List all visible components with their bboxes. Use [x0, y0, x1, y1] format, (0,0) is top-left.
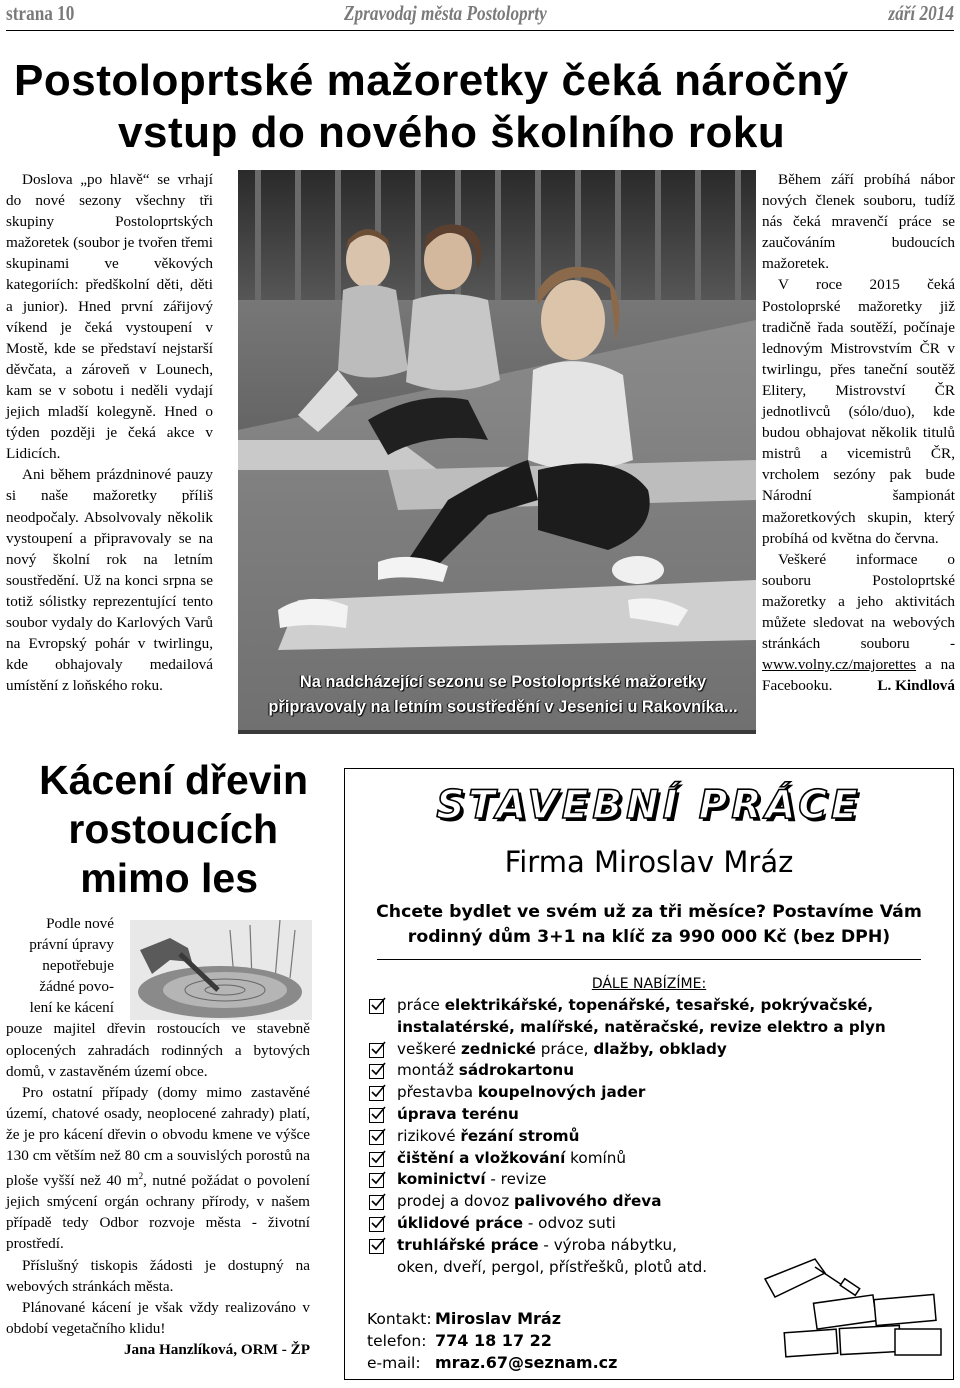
article1-paragraph: Doslova „po hlavě“ se vrhají do nové sezony všechny tři skupiny Postoloprtských mažoretek (soubor je tvořen třemi skupinami ve věkových kategoriích: předškolní děti, děti a junior). Hned první zářijový víkend je čeká vystoupení v Mostě, kde se představí nejstarší děvčata, a zároveň v Lounech, kam se v sobotu i neděli vydají jejich mladší kolegyně. Hned o týden později je čeká akce v Lidicích.: [6, 171, 213, 463]
page-header: [6, 0, 954, 31]
service-text: - revize: [485, 1170, 547, 1189]
photo-caption: [260, 670, 746, 720]
service-text: instalatérské, malířské, natěračské, revize elektro a plyn: [397, 1017, 886, 1036]
checkbox-checked-icon: [369, 1217, 384, 1232]
service-text: rizikové: [397, 1126, 461, 1145]
service-text: úprava terénu: [397, 1104, 519, 1123]
service-text: sádrokartonu: [458, 1061, 575, 1080]
phone-number[interactable]: 774 18 17 22: [435, 1331, 552, 1350]
paragraph-text: pouze majitel dřevin rostoucích ve stavebně oplocených zahradách rodinných a bytových domů, v zastavěném území obce.: [6, 1020, 310, 1080]
article2-paragraph: Plánované kácení je však vždy realizováno v období vegetačního klidu!: [6, 1298, 310, 1337]
wrap-line: právní úpravy: [29, 936, 114, 954]
service-text: dlažby, obklady: [593, 1039, 727, 1058]
service-text: veškeré: [397, 1039, 461, 1058]
photo-caption-line2: připravovaly na letním soustředění v Jesenici u Rakovníka...: [268, 698, 738, 716]
email-address[interactable]: mraz.67@seznam.cz: [435, 1353, 618, 1372]
service-text: práce: [397, 996, 445, 1014]
paragraph-text: Pro ostatní případy (domy mimo zastavěné území, chatové osady, neoplocené zahrady) platí, že je pro kácení dřevin o obvodu kmene ve výšce 130 cm větším než 80 cm a souvislých porostů na ploše vyšší než 40 m: [6, 1083, 310, 1190]
ad-more-heading: DÁLE NABÍZÍME:: [591, 976, 707, 992]
checkbox-checked-icon: [369, 999, 384, 1014]
service-text: montáž: [397, 1061, 459, 1080]
service-text: čištění a vložkování: [397, 1148, 566, 1167]
article2-paragraph: Příslušný tiskopis žádosti je dostupný na webových stránkách města.: [6, 1256, 310, 1295]
article2-signature: Jana Hanzlíková, ORM - ŽP: [123, 1340, 310, 1358]
service-text: - odvoz suti: [523, 1213, 616, 1232]
ad-service-item: [369, 1104, 886, 1126]
checkbox-checked-icon: [369, 1086, 384, 1101]
ad-title: STAVEBNÍ PRÁCE: [436, 783, 862, 828]
divider: [377, 959, 921, 960]
checkbox-checked-icon: [369, 1043, 384, 1058]
paragraph-text: , nutné požádat o povolení jejich smýcení orgán ochrany přírody, v našem případě tedy Odbor rozvoje města - životní prostředí.: [6, 1172, 310, 1253]
checkbox-checked-icon: [369, 1108, 384, 1123]
checkbox-checked-icon: [369, 1130, 384, 1145]
wrap-line: lení ke kácení: [29, 999, 114, 1017]
ad-service-item: [369, 1017, 886, 1039]
article1-paragraph: Během září probíhá nábor nových členek souboru, tudíž nás čeká mravenčí práce se zaučováním budoucích mažoretek.: [762, 171, 955, 273]
article1-signature: L. Kindlová: [877, 677, 955, 695]
article1-title-line1: Postoloprtské mažoretky čeká náročný: [14, 56, 849, 105]
article1-column-right: [762, 169, 955, 696]
service-text: - výroba nábytku,: [538, 1235, 677, 1254]
article2-title-line3: mimo les: [80, 855, 258, 901]
ad-service-item: [369, 1169, 886, 1191]
page-number: strana 10: [6, 1, 75, 25]
article2-paragraph: [6, 1082, 310, 1255]
ad-offer-line2: rodinný dům 3+1 na klíč za 990 000 Kč (bez DPH): [407, 927, 891, 947]
wrap-line: žádné povo-: [39, 978, 114, 996]
photo-caption-line1: Na nadcházející sezonu se Postoloprtské mažoretky: [299, 673, 707, 691]
paragraph-text: a na Facebooku.: [762, 656, 955, 695]
service-text: práce,: [535, 1039, 594, 1058]
service-text: zednické: [460, 1039, 536, 1058]
checkbox-checked-icon: [369, 1239, 384, 1254]
checkbox-checked-icon: [369, 1195, 384, 1210]
article2-body: [6, 913, 310, 1360]
ad-service-item: [369, 1060, 886, 1082]
ad-service-item: [369, 1148, 886, 1170]
article1-column-left: [6, 169, 213, 696]
contact-label: Kontakt:: [367, 1310, 432, 1328]
article1-paragraph: Ani během prázdninové pauzy si naše mažoretky příliš neodpočaly. Absolvovaly několik vystoupení a připravovaly se na nový školní rok na letním soustředění. Už na konci srpna se totiž sólistky reprezentující tento soubor vydaly do Karlových Varů na Evropský pohár v twirlingu, kde obhajovaly medailová umístění z loňského roku.: [6, 466, 213, 695]
article1-paragraph: [762, 549, 955, 697]
majorettes-photo: [238, 170, 756, 734]
service-text: palivového dřeva: [514, 1192, 662, 1211]
wrap-line: Podle nové: [46, 915, 114, 932]
majorettes-website-link[interactable]: www.volny.cz/majorettes: [762, 656, 917, 674]
article2-title: [6, 756, 308, 903]
service-text: kominictví: [397, 1170, 486, 1189]
construction-advertisement: [344, 768, 954, 1380]
email-label: e-mail:: [367, 1354, 421, 1372]
bricks-trowel-icon: [745, 1239, 945, 1359]
phone-label: telefon:: [367, 1332, 427, 1350]
issue-date: září 2014: [888, 1, 954, 25]
publication-name: Zpravodaj města Postoloprty: [344, 1, 547, 25]
checkbox-checked-icon: [369, 1173, 384, 1188]
ad-service-item: [369, 995, 886, 1017]
wrap-line: nepotřebuje: [42, 957, 114, 975]
checkbox-checked-icon: [369, 1064, 384, 1079]
service-text: řezání stromů: [460, 1126, 580, 1145]
ad-offer-line1: Chcete bydlet ve svém už za tři měsíce? Postavíme Vám: [376, 902, 922, 922]
service-text: truhlářské práce: [397, 1235, 539, 1254]
paragraph-text: Veškeré informace o souboru Postoloprtské mažoretky a jeho aktivitách můžete sledovat na webových stránkách souboru -: [762, 550, 955, 653]
contact-name: Miroslav Mráz: [435, 1309, 562, 1328]
article2-paragraph: [6, 913, 310, 1082]
article1-paragraph: V roce 2015 čeká Postoloprské mažoretky již tradičně řada soutěží, počínaje lednovým Mistrovstvím ČR v twirlingu, přes taneční soutěž Elitery, Mistrovství ČR jednotlivců (sólo/duo), kde budou obhajovat několik titulů mistrů a vicemistrů ČR, vrcholem sezóny pak bude Národní šampionát mažoretkových skupin, který probíhá od května do června.: [762, 276, 955, 547]
service-text: koupelnových jader: [477, 1083, 646, 1102]
service-text: přestavba: [397, 1083, 478, 1102]
checkbox-checked-icon: [369, 1152, 384, 1167]
ad-services-list: [369, 995, 886, 1278]
service-text: prodej a dovoz: [397, 1192, 515, 1211]
service-text: elektrikářské, topenářské, tesařské, pokrývačské,: [444, 996, 874, 1014]
ad-service-item: [369, 1082, 886, 1104]
superscript: 2: [138, 1171, 144, 1182]
article2-title-line2: rostoucích: [68, 806, 278, 852]
photo-illustration: [238, 170, 756, 734]
ad-service-item: [369, 1213, 886, 1235]
ad-service-item: [369, 1039, 886, 1061]
service-text: úklidové práce: [397, 1213, 524, 1232]
service-text: oken, dveří, pergol, přístřešků, plotů atd.: [397, 1257, 708, 1276]
article2-title-line1: Kácení dřevin: [39, 757, 308, 803]
ad-contact: [367, 1308, 617, 1374]
ad-offer: [353, 900, 945, 950]
ad-service-item: [369, 1126, 886, 1148]
service-text: komínů: [565, 1148, 626, 1167]
ad-service-item: [369, 1191, 886, 1213]
article1-title-line2: vstup do nového školního roku: [118, 108, 786, 157]
ad-firm-name: Firma Miroslav Mráz: [504, 845, 794, 879]
